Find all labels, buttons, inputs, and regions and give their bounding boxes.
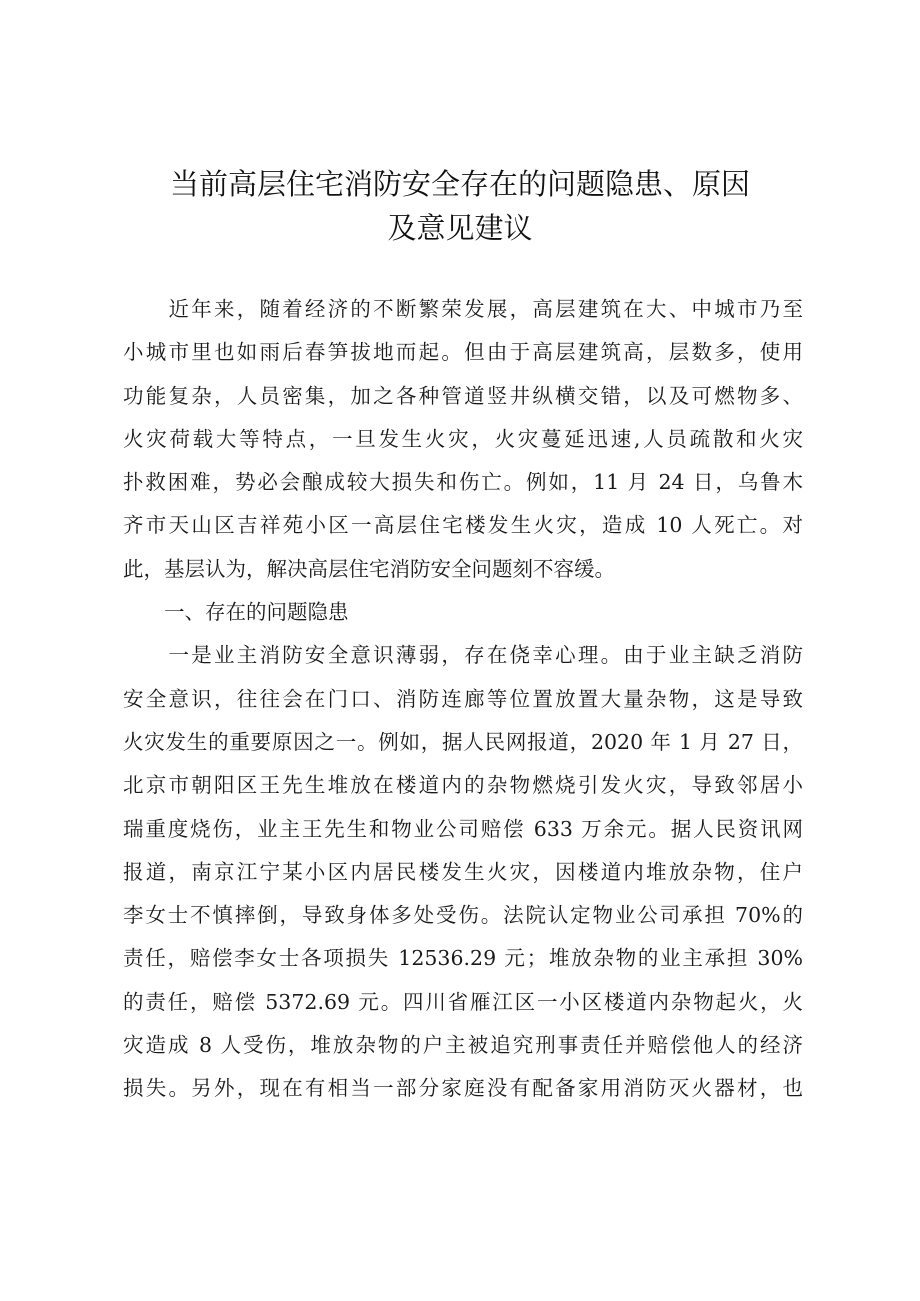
body-line-5: 扑救困难，势必会酿成较大损失和伤亡。例如，11 月 24 日，乌鲁木 xyxy=(123,470,803,495)
title-line-2: 及意见建议 xyxy=(387,211,533,245)
body-line-13: 瑞重度烧伤，业主王先生和物业公司赔偿 633 万余元。据人民资讯网 xyxy=(123,816,803,841)
body-line-2: 小城市里也如雨后春笋拔地而起。但由于高层建筑高，层数多，使用 xyxy=(123,340,803,365)
body-line-14: 报道，南京江宁某小区内居民楼发生火灾，因楼道内堆放杂物，住户 xyxy=(123,859,803,884)
body-line-4: 火灾荷载大等特点，一旦发生火灾，火灾蔓延迅速,人员疏散和火灾 xyxy=(123,426,803,451)
section-heading: 一、存在的问题隐患 xyxy=(123,600,349,625)
body-line-16: 责任，赔偿李女士各项损失 12536.29 元；堆放杂物的业主承担 30% xyxy=(123,946,803,971)
body-line-7: 此，基层认为，解决高层住宅消防安全问题刻不容缓。 xyxy=(123,556,615,581)
title-line-1: 当前高层住宅消防安全存在的问题隐患、原因 xyxy=(169,167,750,201)
body-line-12: 北京市朝阳区王先生堆放在楼道内的杂物燃烧引发火灾，导致邻居小 xyxy=(123,773,803,798)
body-line-17: 的责任，赔偿 5372.69 元。四川省雁江区一小区楼道内杂物起火，火 xyxy=(123,989,803,1014)
body-line-3: 功能复杂，人员密集，加之各种管道竖井纵横交错，以及可燃物多、 xyxy=(123,383,803,408)
body-line-11: 火灾发生的重要原因之一。例如，据人民网报道，2020 年 1 月 27 日， xyxy=(123,729,803,754)
body-line-6: 齐市天山区吉祥苑小区一高层住宅楼发生火灾，造成 10 人死亡。对 xyxy=(123,513,803,538)
body-line-15: 李女士不慎摔倒，导致身体多处受伤。法院认定物业公司承担 70%的 xyxy=(123,903,803,928)
body-line-19: 损失。另外，现在有相当一部分家庭没有配备家用消防灭火器材，也 xyxy=(123,1076,803,1101)
body-line-18: 灾造成 8 人受伤，堆放杂物的户主被追究刑事责任并赔偿他人的经济 xyxy=(123,1033,803,1058)
body-line-1: 近年来，随着经济的不断繁荣发展，高层建筑在大、中城市乃至 xyxy=(123,297,803,321)
body-line-9: 一是业主消防安全意识薄弱，存在侥幸心理。由于业主缺乏消防 xyxy=(123,643,803,668)
document-title xyxy=(110,162,810,250)
body-line-10: 安全意识，往往会在门口、消防连廊等位置放置大量杂物，这是导致 xyxy=(123,686,803,711)
document-body xyxy=(123,288,803,1111)
